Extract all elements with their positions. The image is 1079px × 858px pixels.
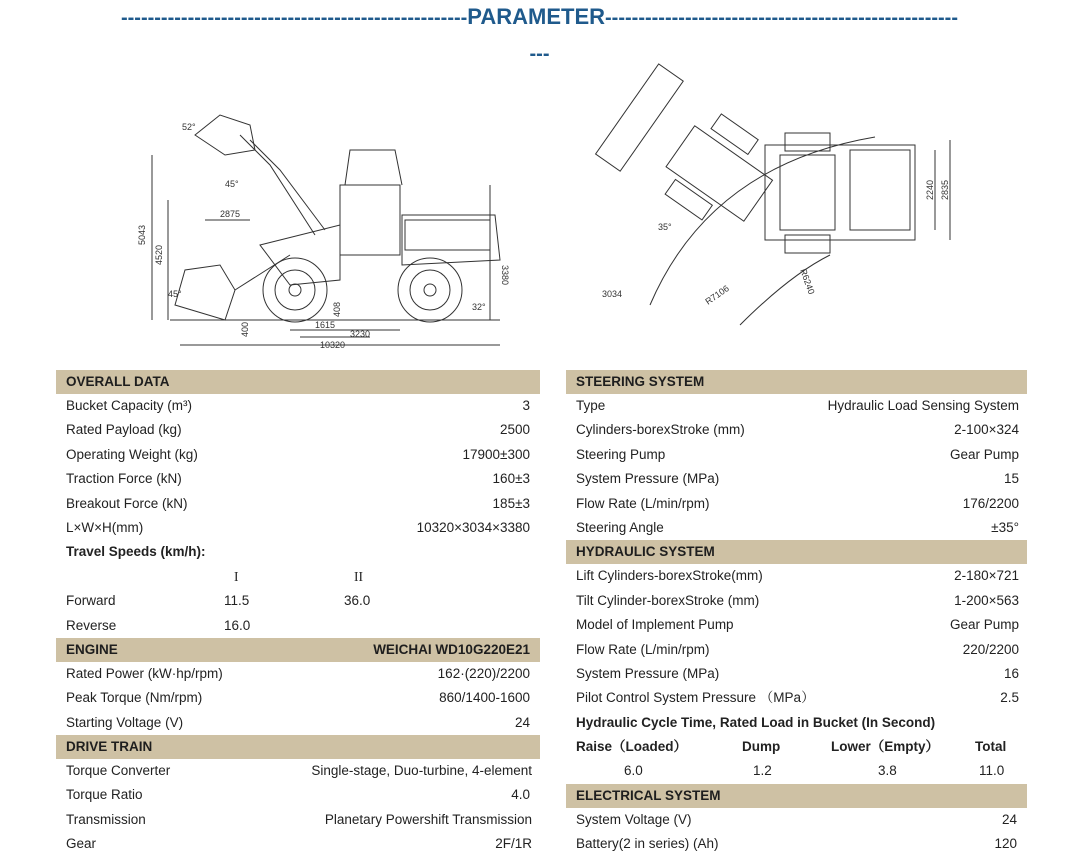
dim-r6240: R6240: [798, 267, 817, 296]
spec-label: Transmission: [66, 811, 146, 827]
forward-speed-1: 11.5: [224, 593, 250, 609]
reverse-label: Reverse: [66, 617, 117, 633]
spec-row: [566, 638, 1027, 662]
spec-label: Torque Ratio: [66, 787, 143, 803]
dim-408: 408: [332, 301, 342, 317]
spec-row: [566, 492, 1027, 516]
spec-row: [56, 783, 540, 807]
page-title: PARAMETER: [467, 4, 606, 29]
spec-value: Gear Pump: [949, 446, 1019, 462]
spec-row: [56, 662, 540, 686]
steering-system-section: [566, 370, 1027, 857]
spec-label: L×W×H(mm): [66, 519, 144, 535]
title-dashes-right: -----------------------------------------------------: [605, 7, 959, 29]
spec-row: [56, 808, 540, 832]
cycle-val-dump: 1.2: [753, 763, 772, 779]
dim-400: 400: [240, 321, 250, 337]
spec-value: 24: [514, 714, 530, 730]
cycle-val-raise: 6.0: [624, 763, 643, 779]
travel-speeds-title: Travel Speeds (km/h):: [66, 544, 206, 560]
spec-value: 4.0: [511, 787, 530, 803]
spec-value: 860/1400-1600: [439, 690, 530, 706]
drive-train-header: DRIVE TRAIN: [56, 735, 540, 759]
spec-label: Steering Pump: [576, 446, 666, 462]
dim-steering-angle: 35°: [658, 222, 672, 232]
spec-row: [566, 832, 1027, 856]
spec-value: Hydraulic Load Sensing System: [827, 398, 1019, 413]
spec-label: Steering Angle: [576, 519, 664, 535]
spec-label: Flow Rate (L/min/rpm): [576, 641, 710, 657]
dim-rollback-angle: 52°: [182, 122, 196, 132]
spec-value: Gear Pump: [949, 617, 1019, 633]
dim-r7106: R7106: [703, 283, 731, 307]
loader-top-view-drawing: [590, 125, 960, 350]
dim-2875: 2875: [220, 209, 241, 219]
spec-row: [566, 418, 1027, 442]
cycle-col-raise: Raise（Loaded）: [576, 739, 688, 755]
engine-header: [56, 638, 540, 662]
spec-label: Traction Force (kN): [66, 471, 182, 487]
spec-value: 2500: [499, 422, 530, 438]
loader-side-view-drawing: [137, 105, 510, 355]
cycle-time-values-row: [566, 759, 1027, 783]
page-title-line: [0, 4, 1079, 31]
overall-data-header: OVERALL DATA: [56, 370, 540, 394]
spec-label: Rated Payload (kg): [66, 422, 182, 438]
spec-value: 24: [1001, 811, 1017, 827]
spec-row: [566, 394, 1027, 418]
engine-model: WEICHAI WD10G220E21: [373, 641, 530, 657]
spec-label: Flow Rate (L/min/rpm): [576, 495, 710, 511]
spec-value: 15: [1003, 471, 1019, 487]
spec-row: [56, 418, 540, 442]
spec-value: 2-100×324: [954, 422, 1019, 438]
spec-row: [56, 759, 540, 783]
cycle-col-dump: Dump: [742, 739, 781, 755]
spec-value: 2F/1R: [495, 836, 532, 852]
spec-label: Cylinders-borexStroke (mm): [576, 422, 745, 438]
dim-2240: 2240: [925, 179, 935, 200]
spec-row: [566, 564, 1027, 588]
spec-row: [56, 832, 540, 856]
spec-value: 1-200×563: [954, 592, 1019, 608]
title-dashes-line2: ---: [529, 43, 550, 65]
cycle-col-lower: Lower（Empty）: [831, 739, 940, 755]
spec-value: 2-180×721: [954, 568, 1019, 584]
dim-3380: 3380: [500, 265, 510, 286]
spec-row: [566, 808, 1027, 832]
cycle-val-total: 11.0: [979, 763, 1005, 779]
spec-label: Bucket Capacity (m³): [66, 398, 193, 413]
spec-row: [566, 662, 1027, 686]
title-dashes-left: ----------------------------------------------------: [120, 7, 468, 29]
cycle-val-lower: 3.8: [878, 763, 897, 779]
spec-label: System Pressure (MPa): [576, 471, 720, 487]
dim-10320: 10320: [320, 340, 346, 350]
dim-5043: 5043: [137, 224, 147, 245]
spec-value: ±35°: [991, 519, 1019, 535]
spec-value: Single-stage, Duo-turbine, 4-element: [311, 763, 532, 779]
spec-row: [56, 711, 540, 735]
forward-speed-row: [56, 589, 540, 613]
cycle-col-total: Total: [975, 739, 1007, 755]
spec-row: [566, 443, 1027, 467]
gear-col-1: I: [234, 568, 239, 584]
spec-row: [56, 443, 540, 467]
spec-value: 120: [994, 836, 1017, 852]
spec-label: Lift Cylinders-borexStroke(mm): [576, 568, 763, 584]
spec-value: 2.5: [1000, 690, 1019, 706]
spec-label: Model of Implement Pump: [576, 617, 734, 633]
hydraulic-system-header: HYDRAULIC SYSTEM: [566, 540, 1027, 564]
spec-value: 220/2200: [962, 641, 1019, 657]
spec-label: Breakout Force (kN): [66, 495, 188, 511]
overall-data-section: [56, 370, 540, 857]
spec-label: Gear: [66, 836, 97, 852]
forward-label: Forward: [66, 593, 116, 609]
gear-column-header-row: [56, 565, 540, 589]
spec-value: Planetary Powershift Transmission: [324, 811, 532, 827]
spec-label: Torque Converter: [66, 763, 171, 779]
dim-dump-angle: 45°: [225, 179, 239, 189]
spec-value: 16: [1003, 665, 1019, 681]
spec-label: Rated Power (kW·hp/rpm): [66, 665, 223, 681]
spec-row: [56, 686, 540, 710]
spec-value: 17900±300: [462, 446, 530, 462]
cycle-time-title: Hydraulic Cycle Time, Rated Load in Bucket (In Second): [576, 714, 936, 730]
spec-label: Operating Weight (kg): [66, 446, 198, 462]
gear-col-2: II: [354, 568, 363, 584]
spec-label: System Pressure (MPa): [576, 665, 720, 681]
spec-value: 10320×3034×3380: [416, 519, 530, 535]
electrical-system-header: ELECTRICAL SYSTEM: [566, 784, 1027, 808]
spec-label: Pilot Control System Pressure （MPa）: [576, 690, 815, 706]
spec-label: System Voltage (V): [576, 811, 692, 827]
spec-row: [566, 686, 1027, 710]
dim-2835: 2835: [940, 179, 950, 200]
spec-row: [566, 589, 1027, 613]
spec-row: [56, 467, 540, 491]
spec-label: Tilt Cylinder-borexStroke (mm): [576, 592, 760, 608]
dim-1615: 1615: [315, 320, 336, 330]
steering-system-header: STEERING SYSTEM: [566, 370, 1027, 394]
spec-value: 185±3: [492, 495, 530, 511]
spec-row: [56, 516, 540, 540]
engine-header-title: ENGINE: [66, 641, 118, 657]
spec-label: Starting Voltage (V): [66, 714, 184, 730]
spec-row: [566, 613, 1027, 637]
spec-row: [566, 467, 1027, 491]
spec-row: [566, 516, 1027, 540]
spec-value: 162·(220)/2200: [437, 665, 530, 681]
spec-label: Battery(2 in series) (Ah): [576, 836, 719, 852]
dim-departure-angle: 32°: [472, 302, 486, 312]
spec-row: [56, 492, 540, 516]
reverse-speed-1: 16.0: [224, 617, 251, 633]
spec-value: 3: [522, 398, 530, 413]
dim-dig-angle: 45°: [168, 289, 182, 299]
spec-value: 160±3: [492, 471, 530, 487]
dim-3034: 3034: [602, 289, 623, 299]
spec-row: [56, 394, 540, 418]
spec-label: Type: [576, 398, 606, 413]
forward-speed-2: 36.0: [344, 593, 371, 609]
cycle-time-header-row: [566, 735, 1027, 759]
dim-4520: 4520: [154, 244, 164, 265]
spec-label: Peak Torque (Nm/rpm): [66, 690, 203, 706]
spec-value: 176/2200: [962, 495, 1019, 511]
reverse-speed-row: [56, 614, 540, 638]
dim-3230: 3230: [350, 329, 371, 339]
